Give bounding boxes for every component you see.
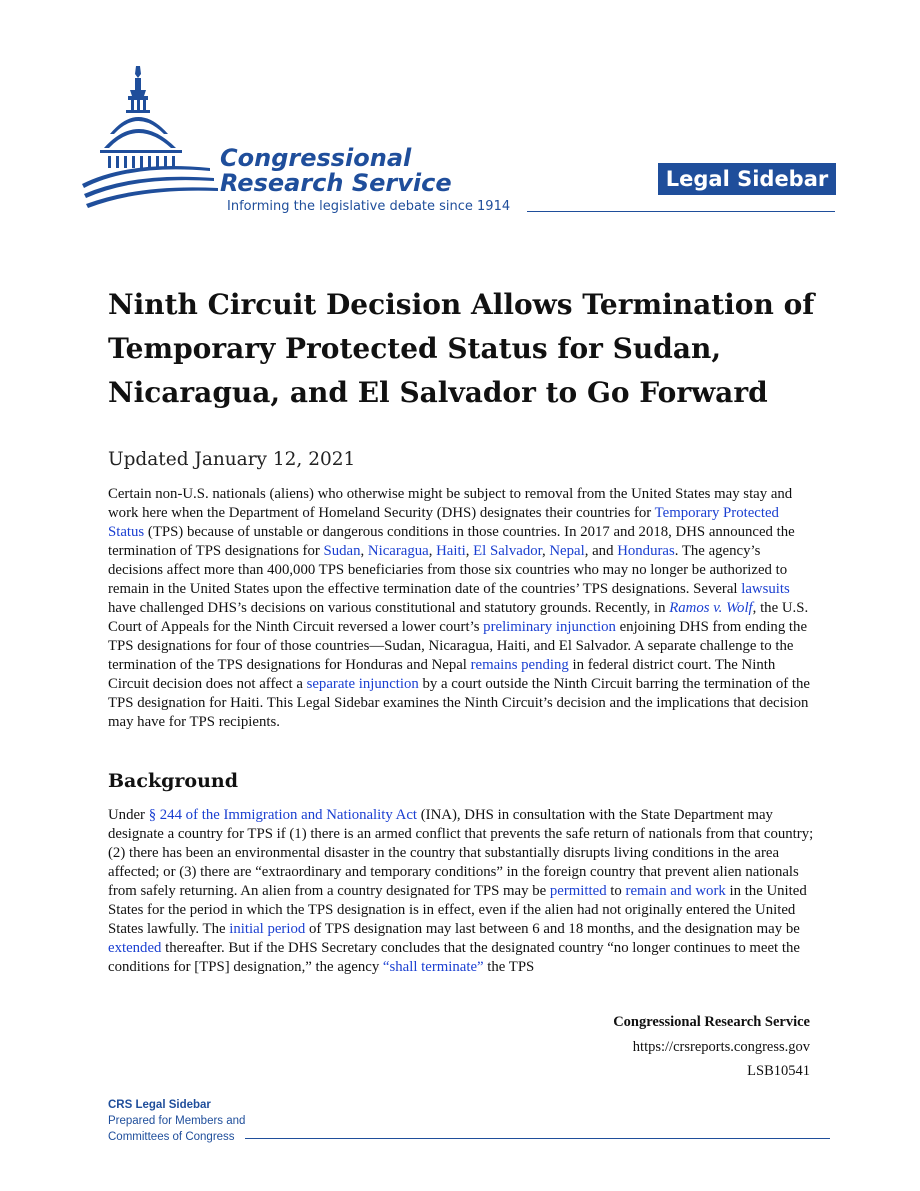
link-remains-pending[interactable]: remains pending	[470, 657, 569, 673]
text: by a court outside the Ninth Circuit barring the termination of the TPS designation for Haiti. This Legal Sidebar examines the Ninth Circuit’s decision and the implications that decision may have for TPS recipients.	[108, 676, 810, 730]
logo-wordmark-line1: Congressional	[220, 144, 412, 172]
link-sudan[interactable]: Sudan	[323, 543, 361, 559]
text: to	[606, 883, 626, 899]
text: in federal district court. The Ninth Circuit decision does not affect a	[108, 657, 776, 692]
background-paragraph	[108, 806, 818, 977]
link-permitted[interactable]: permitted	[549, 883, 607, 899]
link-el-salvador[interactable]: El Salvador	[473, 543, 542, 559]
link-haiti[interactable]: Haiti	[436, 543, 466, 559]
updated-date: Updated January 12, 2021	[108, 449, 356, 470]
header-divider	[527, 211, 835, 212]
link-temporary-protected-status[interactable]: Temporary Protected Status	[108, 505, 779, 540]
link-remain-and-work[interactable]: remain and work	[625, 883, 726, 899]
footer-org-name: Congressional Research Service	[613, 1014, 810, 1030]
link-honduras[interactable]: Honduras	[617, 543, 675, 559]
link-ramos-v-wolf[interactable]: Ramos v. Wolf	[669, 600, 753, 616]
text: in the United States for the period in which the TPS designation is in effect, even if the alien had not originally entered the United States lawfully. The	[108, 883, 807, 937]
text: thereafter. But if the DHS Secretary concludes that the designated country “no longer continues to meet the conditions for [TPS] designation,” the agency	[108, 940, 800, 975]
footer-divider	[245, 1138, 830, 1139]
link-initial-period[interactable]: initial period	[229, 921, 306, 937]
logo-tagline: Informing the legislative debate since 1914	[227, 199, 511, 214]
footer-url: https://crsreports.congress.gov	[632, 1039, 810, 1055]
footer-report-code: LSB10541	[747, 1063, 810, 1079]
text: the TPS	[483, 959, 535, 975]
text: Certain non-U.S. nationals (aliens) who otherwise might be subject to removal from the United States may stay and work here when the Department of Homeland Security (DHS) designates their countries for	[108, 486, 793, 521]
legal-sidebar-badge: Legal Sidebar	[658, 163, 836, 195]
text: , and	[584, 543, 618, 559]
link-shall-terminate[interactable]: “shall terminate”	[382, 959, 484, 975]
text: Under	[108, 807, 149, 823]
text: ,	[541, 543, 550, 559]
crs-logo	[80, 64, 620, 224]
footer-prepared-for: Prepared for Members and	[108, 1115, 246, 1127]
text: , the U.S. Court of Appeals for the Ninth Circuit reversed a lower court’s	[108, 600, 809, 635]
footer-committees: Committees of Congress	[108, 1131, 235, 1143]
intro-paragraph	[108, 485, 818, 732]
text: . The agency’s decisions affect more than 400,000 TPS beneficiaries from those six countries who may no longer be authorized to remain in the United States upon the effective termination date of the countries’ TPS designations. Several	[108, 543, 788, 597]
link-separate-injunction[interactable]: separate injunction	[306, 676, 419, 692]
footer-series-label: CRS Legal Sidebar	[108, 1099, 211, 1111]
text: ,	[428, 543, 437, 559]
link-ina-section-244[interactable]: § 244 of the Immigration and Nationality Act	[148, 807, 418, 823]
link-preliminary-injunction[interactable]: preliminary injunction	[483, 619, 616, 635]
link-lawsuits[interactable]: lawsuits	[741, 581, 790, 597]
text: ,	[360, 543, 368, 559]
section-heading-background: Background	[108, 770, 238, 792]
link-nepal[interactable]: Nepal	[549, 543, 585, 559]
text: (TPS) because of unstable or dangerous conditions in those countries. In 2017 and 2018, DHS announced the termination of TPS designations for	[108, 524, 795, 559]
title-line: Temporary Protected Status for Sudan,	[108, 332, 722, 365]
text: have challenged DHS’s decisions on various constitutional and statutory grounds. Recently, in	[108, 600, 670, 616]
text: enjoining DHS from ending the TPS designations for four of those countries—Sudan, Nicaragua, Haiti, and El Salvador. A separate challenge to the termination of the TPS designations for Honduras and Nepal	[108, 619, 808, 673]
capitol-dome-icon	[80, 64, 240, 224]
link-extended[interactable]: extended	[108, 940, 162, 956]
document-title	[108, 283, 828, 415]
logo-wordmark-line2: Research Service	[220, 169, 452, 197]
text: of TPS designation may last between 6 and 18 months, and the designation may be	[305, 921, 800, 937]
text: (INA), DHS in consultation with the State Department may designate a country for TPS if (1) there is an armed conflict that prevents the safe return of nationals from that country; (2) there has been an environmental disaster in the country that substantially disrupts living conditions in the area affected; or (3) there are “extraordinary and temporary conditions” in the foreign country that prevent alien nationals from safely returning. An alien from a country designated for TPS may be	[108, 807, 814, 899]
title-line: Ninth Circuit Decision Allows Termination of	[108, 288, 815, 321]
link-nicaragua[interactable]: Nicaragua	[367, 543, 429, 559]
text: ,	[465, 543, 474, 559]
title-line: Nicaragua, and El Salvador to Go Forward	[108, 376, 768, 409]
